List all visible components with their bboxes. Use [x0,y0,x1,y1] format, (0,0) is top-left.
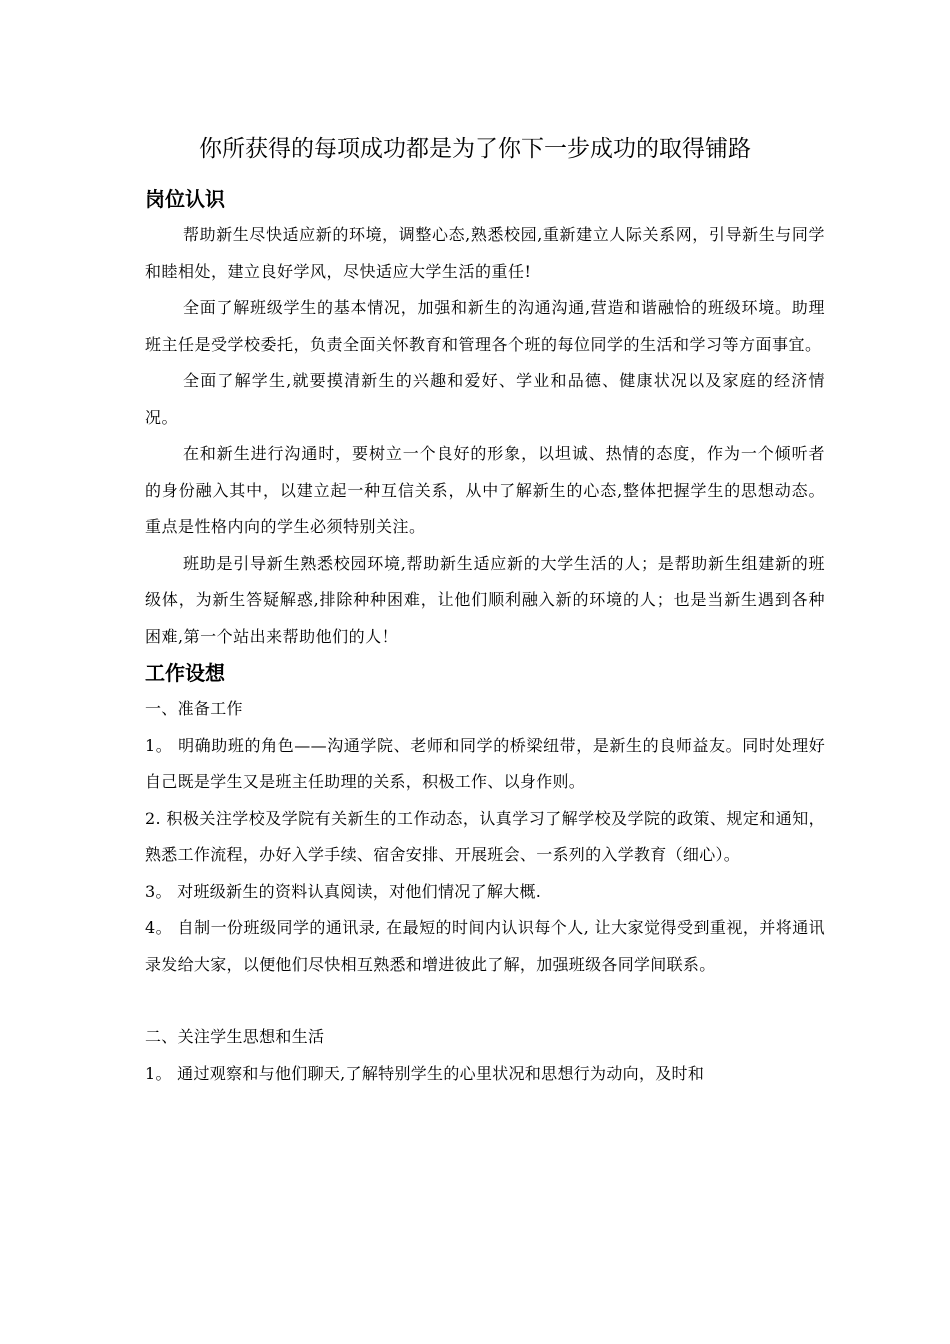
list-item: 2. 积极关注学校及学院有关新生的工作动态，认真学习了解学校及学院的政策、规定和通知，熟悉工作流程，办好入学手续、宿舍安排、开展班会、一系列的入学教育（细心）。 [145,808,825,864]
document-body [145,181,825,1092]
list-item: 3。 对班级新生的资料认真阅读，对他们情况了解大概. [145,881,542,901]
section-heading-plan: 工作设想 [145,661,225,685]
paragraph-5: 班助是引导新生熟悉校园环境,帮助新生适应新的大学生活的人；是帮助新生组建新的班级体，为新生答疑解惑,排除种种困难，让他们顺利融入新的环境的人；也是当新生遇到各种困难,第一个站出来帮助他们的人！ [145,553,825,646]
list-item: 1。 通过观察和与他们聊天,了解特别学生的心里状况和思想行为动向，及时和 [145,1063,705,1083]
blank-line [145,983,825,1019]
paragraph-3: 全面了解学生,就要摸清新生的兴趣和爱好、学业和品德、健康状况以及家庭的经济情况。 [145,371,825,427]
document-title: 你所获得的每项成功都是为了你下一步成功的取得铺路 [199,136,751,162]
list-item: 1。 明确助班的角色——沟通学院、老师和同学的桥梁纽带，是新生的良师益友。同时处理好自己既是学生又是班主任助理的关系，积极工作、以身作则。 [145,735,825,791]
list-item: 4。 自制一份班级同学的通讯录, 在最短的时间内认识每个人, 让大家觉得受到重视，并将通讯录发给大家，以便他们尽快相互熟悉和增进彼此了解，加强班级各同学间联系。 [145,918,825,974]
paragraph-4: 在和新生进行沟通时，要树立一个良好的形象，以坦诚、热情的态度，作为一个倾听者的身份融入其中，以建立起一种互信关系，从中了解新生的心态,整体把握学生的思想动态。重点是性格内向的学生必须特别关注。 [145,444,825,536]
subsection-heading-preparation: 一、准备工作 [145,699,243,718]
section-heading-role: 岗位认识 [145,187,225,211]
paragraph-1: 帮助新生尽快适应新的环境，调整心态,熟悉校园,重新建立人际关系网，引导新生与同学和睦相处，建立良好学风，尽快适应大学生活的重任! [145,225,825,281]
paragraph-2: 全面了解班级学生的基本情况，加强和新生的沟通沟通,营造和谐融恰的班级环境。助理班主任是受学校委托，负责全面关怀教育和管理各个班的每位同学的生活和学习等方面事宜。 [145,298,825,354]
subsection-heading-student-care: 二、关注学生思想和生活 [145,1027,325,1046]
